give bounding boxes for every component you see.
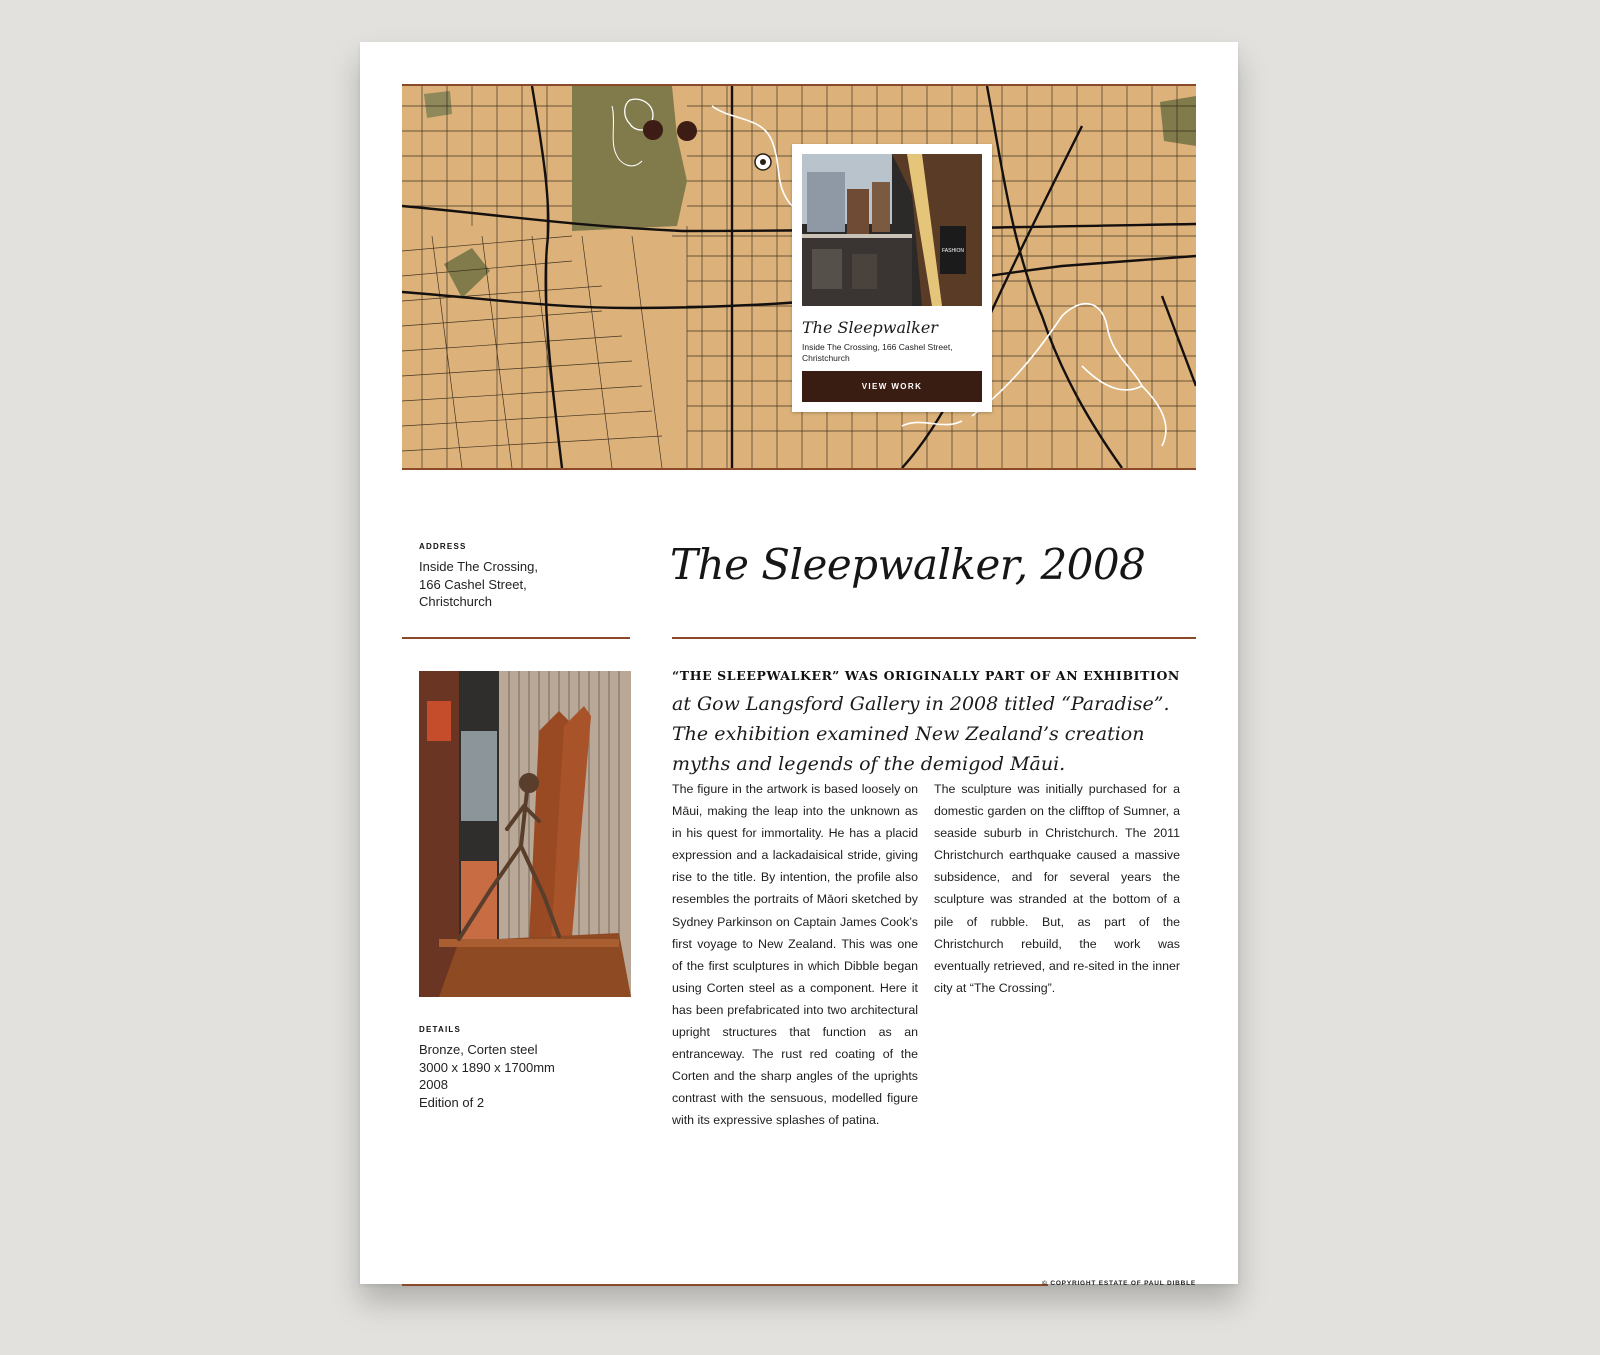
map-marker-2[interactable] [677,121,697,141]
details-dimensions: 3000 x 1890 x 1700mm [419,1059,555,1075]
card-address: Inside The Crossing, 166 Cashel Street, Christchurch [802,342,953,363]
location-map[interactable] [402,84,1196,470]
intro-italic: at Gow Langsford Gallery in 2008 titled “Paradise”. The exhibition examined New Zealand’s creation myths and legends of the demigod Māui. [672,693,1170,775]
address-line-2: 166 Cashel Street, [419,576,527,592]
body-column-2: The sculpture was initially purchased for a domestic garden on the clifftop of Sumner, a seaside suburb in Christchurch. The 2011 Christchurch earthquake caused a massive subsidence, and for several years the sculpture was stranded at the bottom of a pile of rubble. But, as part of the Christchurch rebuild, the work was eventually retrieved, and re-sited in the inner city at “The Crossing”. [934,782,1180,995]
crossing-photo [802,154,982,306]
divider-left [402,637,630,639]
details-block [419,1025,629,1111]
address-line-1: Inside The Crossing, [419,559,538,574]
copyright-footer: © COPYRIGHT ESTATE OF PAUL DIBBLE [1042,1280,1196,1287]
view-work-button[interactable]: VIEW WORK [802,371,982,402]
map-popup-card [792,144,992,412]
footer-rule [402,1284,1048,1286]
card-title: The Sleepwalker [802,318,938,337]
divider-right [672,637,1196,639]
details-label: DETAILS [419,1025,462,1034]
hagley-park [572,86,687,231]
map-marker-1[interactable] [643,120,663,140]
details-year: 2008 [419,1077,448,1092]
address-line-3: Christchurch [419,594,492,609]
park-east [1160,96,1196,146]
address-label: ADDRESS [419,542,467,551]
address-block [419,542,629,611]
details-edition: Edition of 2 [419,1094,485,1110]
body-column-1: The figure in the artwork is based loosely on Māui, making the leap into the unknown as in his quest for immortality. He has a placid expression and a lackadaisical stride, giving rise to the title. By intention, the profile also resembles the portraits of Māori sketched by Sydney Parkinson on Captain James Cook’s first voyage to New Zealand. This was one of the first sculptures in which Dibble began using Corten steel as a component. Here it has been prefabricated into two architectural upright structures that function as an entranceway. The rust red coating of the Corten and the sharp angles of the uprights contrast with the sensuous, modelled figure with its expressive splashes of patina. [672,782,918,1128]
document-page [360,42,1238,1287]
details-materials: Bronze, Corten steel [419,1042,538,1057]
sculpture-photo [419,671,631,997]
park-small-2 [424,91,452,118]
intro-caps: “THE SLEEPWALKER” WAS ORIGINALLY PART OF AN EXHIBITION [672,668,1180,683]
fashion-sign: FASHION [942,248,964,254]
page-title: The Sleepwalker, 2008 [670,540,1146,589]
